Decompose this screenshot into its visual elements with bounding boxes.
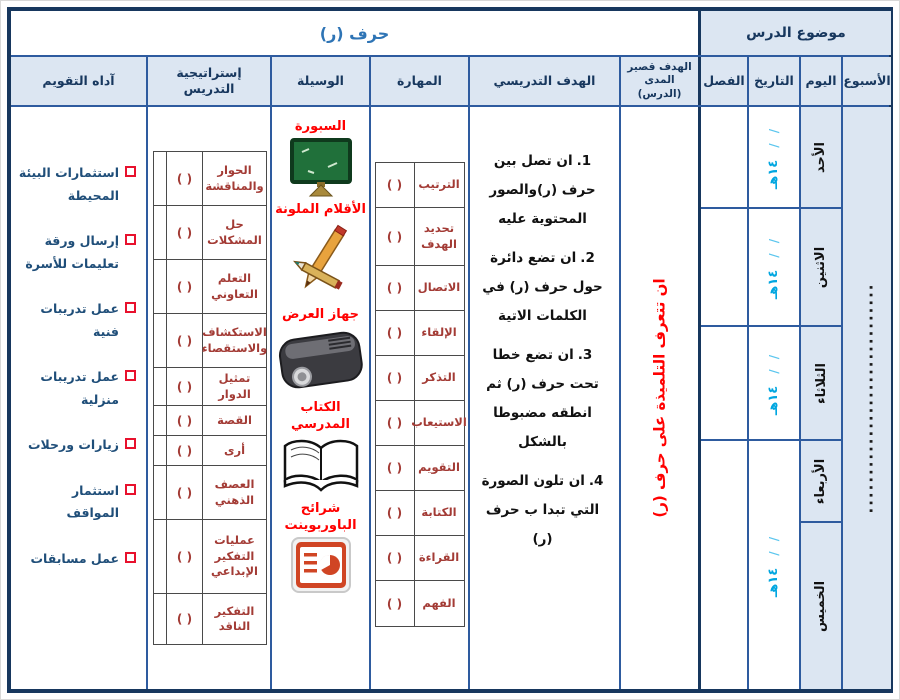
day-cell: الثلاثاء <box>801 327 841 441</box>
class-cell <box>701 107 747 209</box>
col-header-means: الوسيلة <box>272 57 371 105</box>
col-header-week: الأسبوع <box>843 57 891 105</box>
strategy-row: القصة ( ) <box>154 406 266 436</box>
strategy-row: حل المشكلات ( ) <box>154 206 266 260</box>
skill-row: التذكر ( ) <box>376 356 464 401</box>
eval-item-label: استثمارات البيئة المحيطة <box>18 165 119 203</box>
eval-item <box>17 162 136 207</box>
strategy-row: التعلم التعاوني ( ) <box>154 260 266 314</box>
day-column <box>801 107 843 689</box>
col-header-strategy: إستراتيجية التدريس <box>148 57 272 105</box>
date-cell: ١٤هـ / / <box>766 533 782 597</box>
strategy-row: عمليات التفكير الإبداعي ( ) <box>154 520 266 594</box>
skill-row: الكتابة ( ) <box>376 491 464 536</box>
eval-item <box>17 298 136 343</box>
skill-row: الاتصال ( ) <box>376 266 464 311</box>
skill-row: الإلقاء ( ) <box>376 311 464 356</box>
eval-item <box>17 366 136 411</box>
col-header-day: اليوم <box>801 57 843 105</box>
eval-item <box>17 480 136 525</box>
table-body <box>11 107 889 689</box>
header-row-columns <box>11 57 889 107</box>
col-header-teaching-goal: الهدف التدريسي <box>470 57 621 105</box>
teaching-goal-item: 3.ان تضع خطا تحت حرف (ر) ثم انطقه مضبوطا بالشكل <box>486 347 599 451</box>
eval-item-label: استثمار المواقف <box>66 482 119 520</box>
means-item <box>272 400 369 498</box>
strategies-table <box>153 151 267 645</box>
strategy-row: الحوار والمناقشة ( ) <box>154 152 266 206</box>
strategy-row: العصف الذهني ( ) <box>154 466 266 520</box>
day-cell: الاثنين <box>801 209 841 327</box>
short-goal-column <box>621 107 701 689</box>
col-header-class: الفصل <box>701 57 749 105</box>
means-column <box>272 107 371 689</box>
skill-row: التقويم ( ) <box>376 446 464 491</box>
means-item <box>272 119 369 198</box>
checkbox-icon <box>125 438 136 449</box>
col-header-evaluation: آداه التقويم <box>11 57 148 105</box>
eval-item <box>17 548 136 571</box>
teaching-goal-item: 4.ان تلون الصورة التي تبدا ب حرف (ر) <box>481 473 604 548</box>
teaching-goal-column <box>470 107 621 689</box>
header-row-title <box>11 11 889 57</box>
teaching-goal-item: 1.ان تصل بين حرف (ر)والصور المحتوية عليه <box>489 153 596 228</box>
strategy-row: التفكير الناقد ( ) <box>154 594 266 644</box>
day-cell: الأحد <box>801 107 841 209</box>
evaluation-column <box>11 107 148 689</box>
eval-item <box>17 230 136 275</box>
means-label: الكتاب المدرسي <box>291 399 350 432</box>
eval-item <box>17 434 136 457</box>
textbook-icon <box>279 435 363 497</box>
short-term-goal-text: ان تتعرف التلميذة على حرف (ر) <box>650 278 669 518</box>
date-cell: ١٤هـ / / <box>749 107 799 209</box>
skills-table <box>375 162 465 627</box>
date-cell: ١٤هـ / / <box>749 327 799 441</box>
skill-row: الترتيب ( ) <box>376 163 464 208</box>
eval-item-label: عمل مسابقات <box>30 550 119 566</box>
lesson-subject-header: موضوع الدرس <box>701 11 891 55</box>
class-column <box>701 107 749 689</box>
date-column <box>749 107 801 689</box>
day-cell: الأربعاء <box>801 441 841 523</box>
skill-row: الفهم ( ) <box>376 581 464 626</box>
means-item <box>272 307 369 396</box>
teaching-goals-list <box>470 107 619 564</box>
checkbox-icon <box>125 484 136 495</box>
colored-pencils-icon <box>288 221 354 303</box>
strategy-row: تمثيل الدوار ( ) <box>154 368 266 406</box>
skill-row: تحديد الهدف ( ) <box>376 208 464 266</box>
powerpoint-icon <box>291 537 351 593</box>
checkbox-icon <box>125 234 136 245</box>
eval-item-label: عمل تدريبات فنية <box>40 301 119 339</box>
chalkboard-icon <box>286 138 356 198</box>
col-header-short-goal: الهدف قصير المدى (الدرس) <box>621 57 701 105</box>
class-cell <box>701 441 747 689</box>
class-cell <box>701 209 747 327</box>
col-header-date: التاريخ <box>749 57 801 105</box>
checkbox-icon <box>125 552 136 563</box>
means-label: الأقلام الملونة <box>275 201 366 217</box>
means-label: السبورة <box>294 119 347 134</box>
checkbox-icon <box>125 370 136 381</box>
skill-column <box>371 107 470 689</box>
week-dotted-line: .............................. <box>858 282 877 514</box>
eval-item-label: زيارات ورحلات <box>27 437 119 452</box>
checkbox-icon <box>125 166 136 177</box>
week-column <box>843 107 891 689</box>
lesson-plan-table <box>7 7 893 693</box>
col-header-skill: المهارة <box>371 57 470 105</box>
teaching-goal-item: 2.ان تضع دائرة حول حرف (ر) في الكلمات الاتية <box>482 250 603 325</box>
eval-item-label: إرسال ورقة تعليمات للأسرة <box>25 233 119 271</box>
strategy-column <box>148 107 272 689</box>
checkbox-icon <box>125 302 136 313</box>
class-cell <box>701 327 747 441</box>
date-cell: ١٤هـ / / <box>749 209 799 327</box>
lesson-title: حرف (ر) <box>11 11 701 55</box>
means-item <box>272 501 369 593</box>
means-label: جهاز العرض <box>281 306 360 322</box>
day-cell: الخميس <box>813 580 829 632</box>
skill-row: القراءة ( ) <box>376 536 464 581</box>
eval-item-label: عمل تدريبات منزلية <box>40 369 119 407</box>
strategy-row: أرى ( ) <box>154 436 266 466</box>
means-item <box>272 202 369 303</box>
means-label: شرائح الباوربوينت <box>284 501 357 534</box>
strategy-row: الاستكشاف والاستقصاء ( ) <box>154 314 266 368</box>
projector-icon <box>277 326 365 396</box>
skill-row: الاستيعاب ( ) <box>376 401 464 446</box>
